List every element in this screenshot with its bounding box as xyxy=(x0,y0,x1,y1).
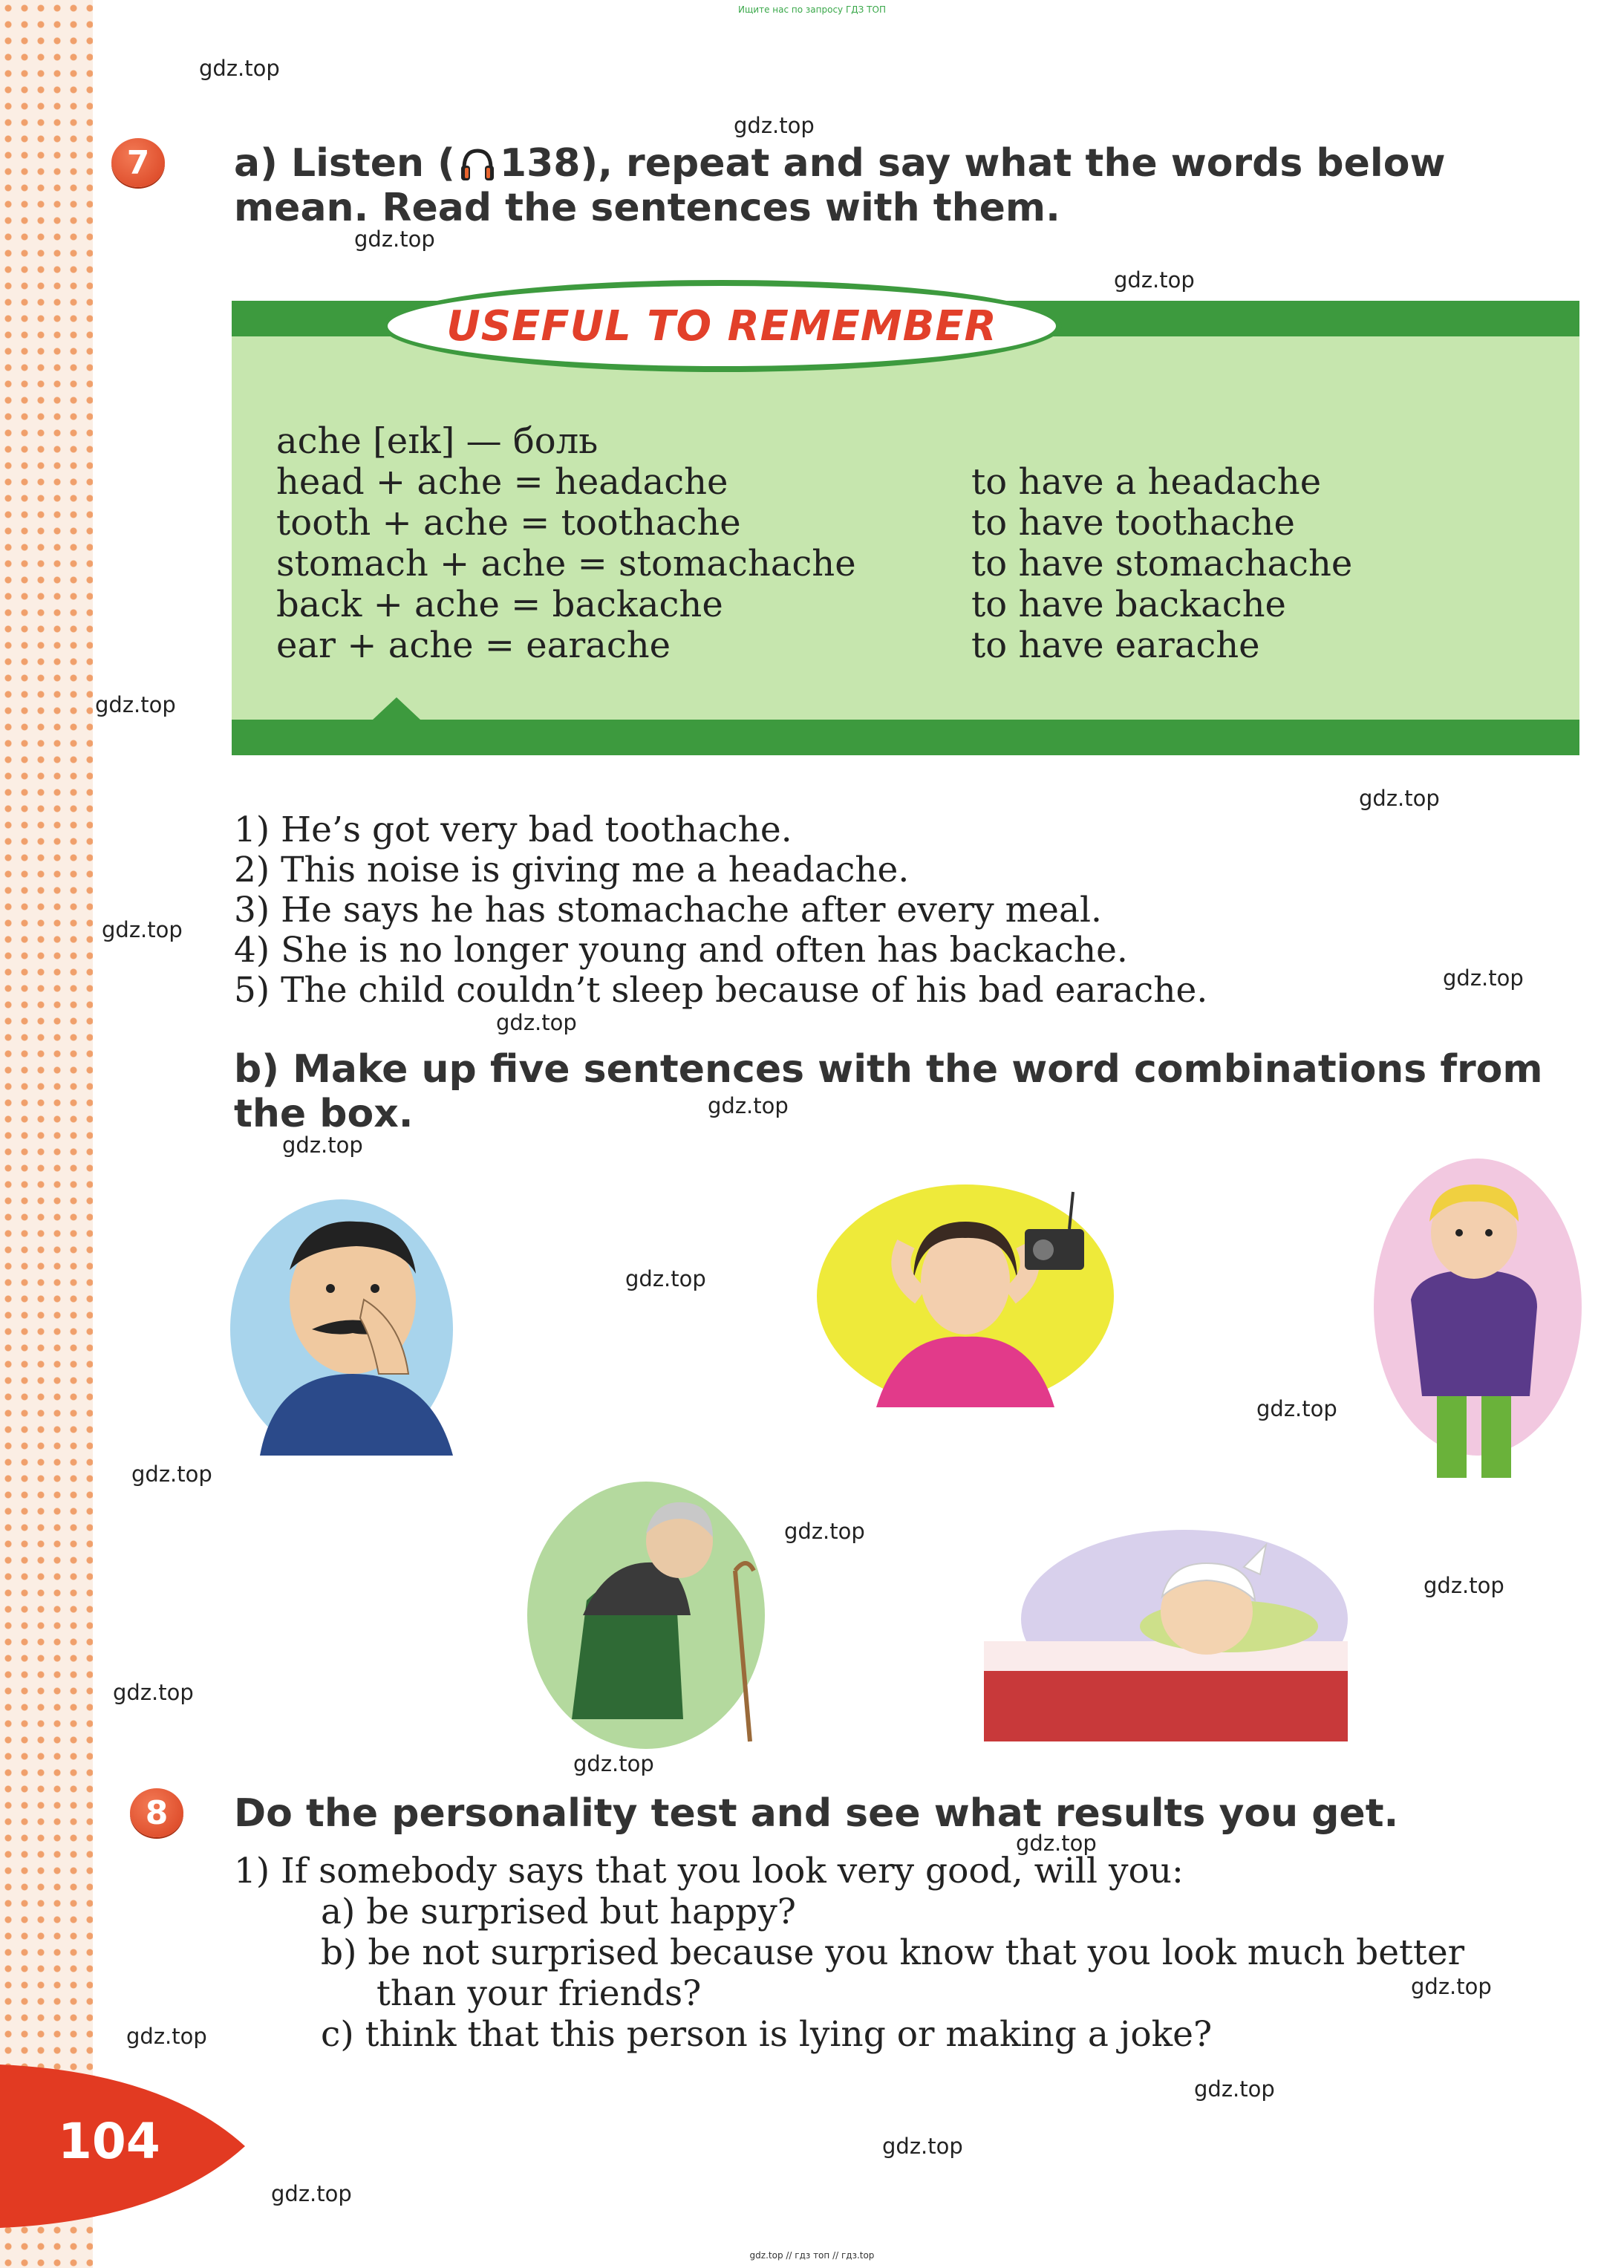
answer-option-a: a) be surprised but happy? xyxy=(321,1891,796,1932)
watermark: gdz.top xyxy=(1359,786,1440,811)
headphones-icon xyxy=(460,148,495,182)
remember-left-line: stomach + ache = stomachache xyxy=(276,543,856,584)
answer-option-c: c) think that this person is lying or making a joke? xyxy=(321,2014,1213,2055)
stomachache-boy-illustration xyxy=(1359,1159,1582,1500)
exercise-8-heading: Do the personality test and see what results you get. xyxy=(234,1791,1399,1836)
box-notch xyxy=(373,697,420,720)
remember-left-line: ear + ache = earache xyxy=(276,625,671,666)
remember-right-line: to have earache xyxy=(971,625,1260,666)
watermark: gdz.top xyxy=(271,2181,352,2206)
watermark: gdz.top xyxy=(1114,267,1195,293)
watermark: gdz.top xyxy=(1443,965,1524,991)
sentence-4: 4) She is no longer young and often has backache. xyxy=(234,930,1128,971)
question-line: 1) If somebody says that you look very good, will you: xyxy=(234,1851,1184,1891)
watermark: gdz.top xyxy=(199,56,280,81)
exercise-number-badge: 8 xyxy=(130,1788,183,1837)
remember-left-line: head + ache = headache xyxy=(276,461,728,503)
watermark: gdz.top xyxy=(784,1519,865,1544)
answer-option-b-continued: than your friends? xyxy=(376,1973,702,2014)
remember-left-line: tooth + ache = toothache xyxy=(276,502,741,544)
remember-right-line: to have toothache xyxy=(971,502,1295,544)
watermark: gdz.top xyxy=(102,917,183,942)
answer-option-b: b) be not surprised because you know that you look much better xyxy=(321,1932,1465,1973)
remember-right-line: to have a headache xyxy=(971,461,1322,503)
watermark: gdz.top xyxy=(1411,1974,1492,1999)
bottom-note: gdz.top // гдз топ // гдз.top xyxy=(749,2250,875,2261)
watermark: gdz.top xyxy=(496,1010,577,1035)
watermark: gdz.top xyxy=(113,1680,194,1705)
watermark: gdz.top xyxy=(282,1133,363,1158)
toothache-man-illustration xyxy=(230,1188,475,1456)
sentence-1: 1) He’s got very bad toothache. xyxy=(234,809,792,850)
remember-right-line: to have stomachache xyxy=(971,543,1353,584)
exercise-number-badge: 7 xyxy=(111,138,165,187)
watermark: gdz.top xyxy=(882,2134,963,2159)
watermark: gdz.top xyxy=(131,1462,212,1487)
sentence-3: 3) He says he has stomachache after every meal. xyxy=(234,890,1102,931)
box-title: USEFUL TO REMEMBER xyxy=(446,302,997,351)
dotted-margin xyxy=(0,0,93,2268)
remember-left-line: ache [eɪk] — боль xyxy=(276,420,599,462)
box-bottom-stripe xyxy=(232,720,1579,755)
watermark: gdz.top xyxy=(708,1093,789,1118)
remember-right-line: to have backache xyxy=(971,584,1286,625)
box-title-oval xyxy=(382,280,1062,372)
watermark: gdz.top xyxy=(1256,1396,1337,1421)
watermark: gdz.top xyxy=(573,1751,654,1776)
watermark: gdz.top xyxy=(1194,2076,1275,2102)
watermark: gdz.top xyxy=(354,227,435,252)
watermark: gdz.top xyxy=(95,692,176,717)
sentence-2: 2) This noise is giving me a headache. xyxy=(234,850,910,890)
exercise-7a-heading: a) Listen ( 138), repeat and say what the words below mean. Read the sentences with them. xyxy=(234,141,1446,230)
watermark: gdz.top xyxy=(1016,1831,1097,1856)
backache-grandmother-illustration xyxy=(512,1467,765,1749)
earache-child-illustration xyxy=(984,1522,1348,1741)
watermark: gdz.top xyxy=(1424,1573,1504,1598)
watermark: gdz.top xyxy=(734,113,815,138)
remember-left-line: back + ache = backache xyxy=(276,584,723,625)
page-number: 104 xyxy=(58,2113,160,2170)
watermark: gdz.top xyxy=(625,1266,706,1291)
exercise-7b-heading: b) Make up five sentences with the word combinations from the box. xyxy=(234,1047,1543,1136)
headache-woman-illustration xyxy=(817,1184,1114,1407)
sentence-5: 5) The child couldn’t sleep because of his bad earache. xyxy=(234,970,1208,1011)
watermark: gdz.top xyxy=(126,2024,207,2049)
top-note: Ищите нас по запросу ГДЗ ТОП xyxy=(738,4,886,15)
